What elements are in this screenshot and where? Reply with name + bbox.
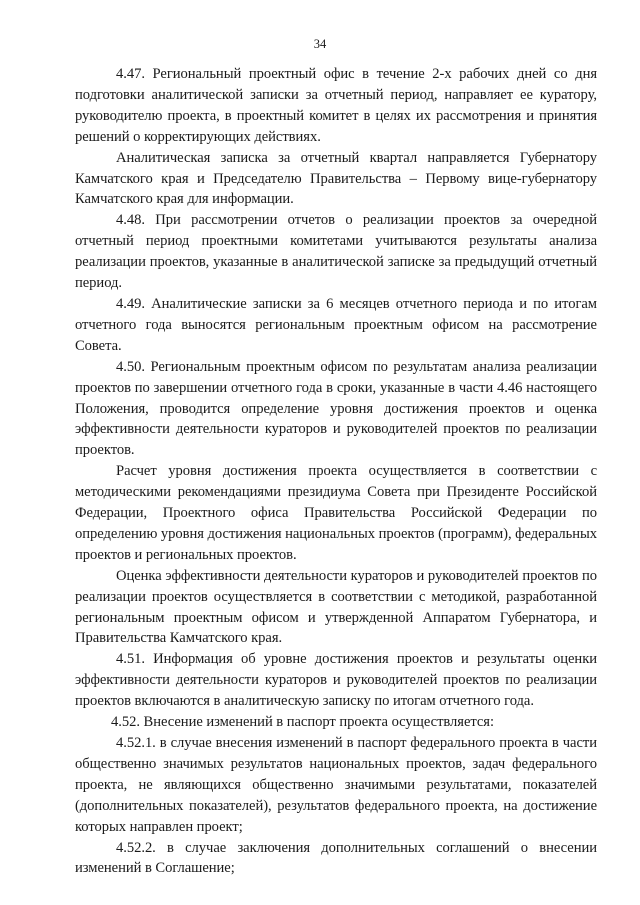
paragraph-4-51: 4.51. Информация об уровне достижения проектов и результаты оценки эффективности деятельности кураторов и руководителей проектов по реализации проектов включаются в аналитическую записку по итогам отчетного года. <box>75 651 597 710</box>
paragraph-4-48: 4.48. При рассмотрении отчетов о реализации проектов за очередной отчетный период проектными комитетами учитываются результаты анализа реализации проектов, указанные в аналитической записке за предыдущий отчетный период. <box>75 212 597 292</box>
paragraph-analytical-note-quarterly: Аналитическая записка за отчетный квартал направляется Губернатору Камчатского края и Председателю Правительства – Первому вице-губернатору Камчатского края для информации. <box>75 149 597 208</box>
document-body <box>75 64 597 879</box>
paragraph-4-52-2: 4.52.2. в случае заключения дополнительных соглашений о внесении изменений в Соглашение; <box>75 839 597 877</box>
paragraph-4-52: 4.52. Внесение изменений в паспорт проекта осуществляется: <box>111 714 494 731</box>
page-number: 34 <box>313 37 327 51</box>
paragraph-4-47: 4.47. Региональный проектный офис в течение 2-х рабочих дней со дня подготовки аналитической записки за отчетный период, направляет ее куратору, руководителю проекта, в проектный комитет в целях их рассмотрения и принятия решений о корректирующих действиях. <box>75 66 597 145</box>
paragraph-efficiency-assessment: Оценка эффективности деятельности кураторов и руководителей проектов по реализации проектов осуществляется в соответствии с методикой, разработанной региональным проектным офисом и утвержденной Аппаратом Губернатора, и Правительства Камчатского края. <box>75 567 597 647</box>
paragraph-achievement-calculation: Расчет уровня достижения проекта осуществляется в соответствии с методическими рекомендациями президиума Совета при Президенте Российской Федерации, Проектного офиса Правительства Российской Федерации по определению уровня достижения национальных проектов (программ), федеральных проектов и региональных проектов. <box>75 463 597 563</box>
paragraph-4-49: 4.49. Аналитические записки за 6 месяцев отчетного периода и по итогам отчетного года выносятся региональным проектным офисом на рассмотрение Совета. <box>75 295 597 354</box>
paragraph-4-50: 4.50. Региональным проектным офисом по результатам анализа реализации проектов по завершении отчетного года в сроки, указанные в части 4.46 настоящего Положения, проводится определение уровня достижения проектов и оценка эффективности деятельности кураторов и руководителей проектов по реализации проектов. <box>75 358 597 459</box>
paragraph-4-52-1: 4.52.1. в случае внесения изменений в паспорт федерального проекта в части общественно значимых результатов национальных проектов, задач федерального проекта, не являющихся общественно значимыми результатами, показателей (дополнительных показателей), результатов федерального проекта, на достижение которых направлен проект; <box>75 735 597 835</box>
